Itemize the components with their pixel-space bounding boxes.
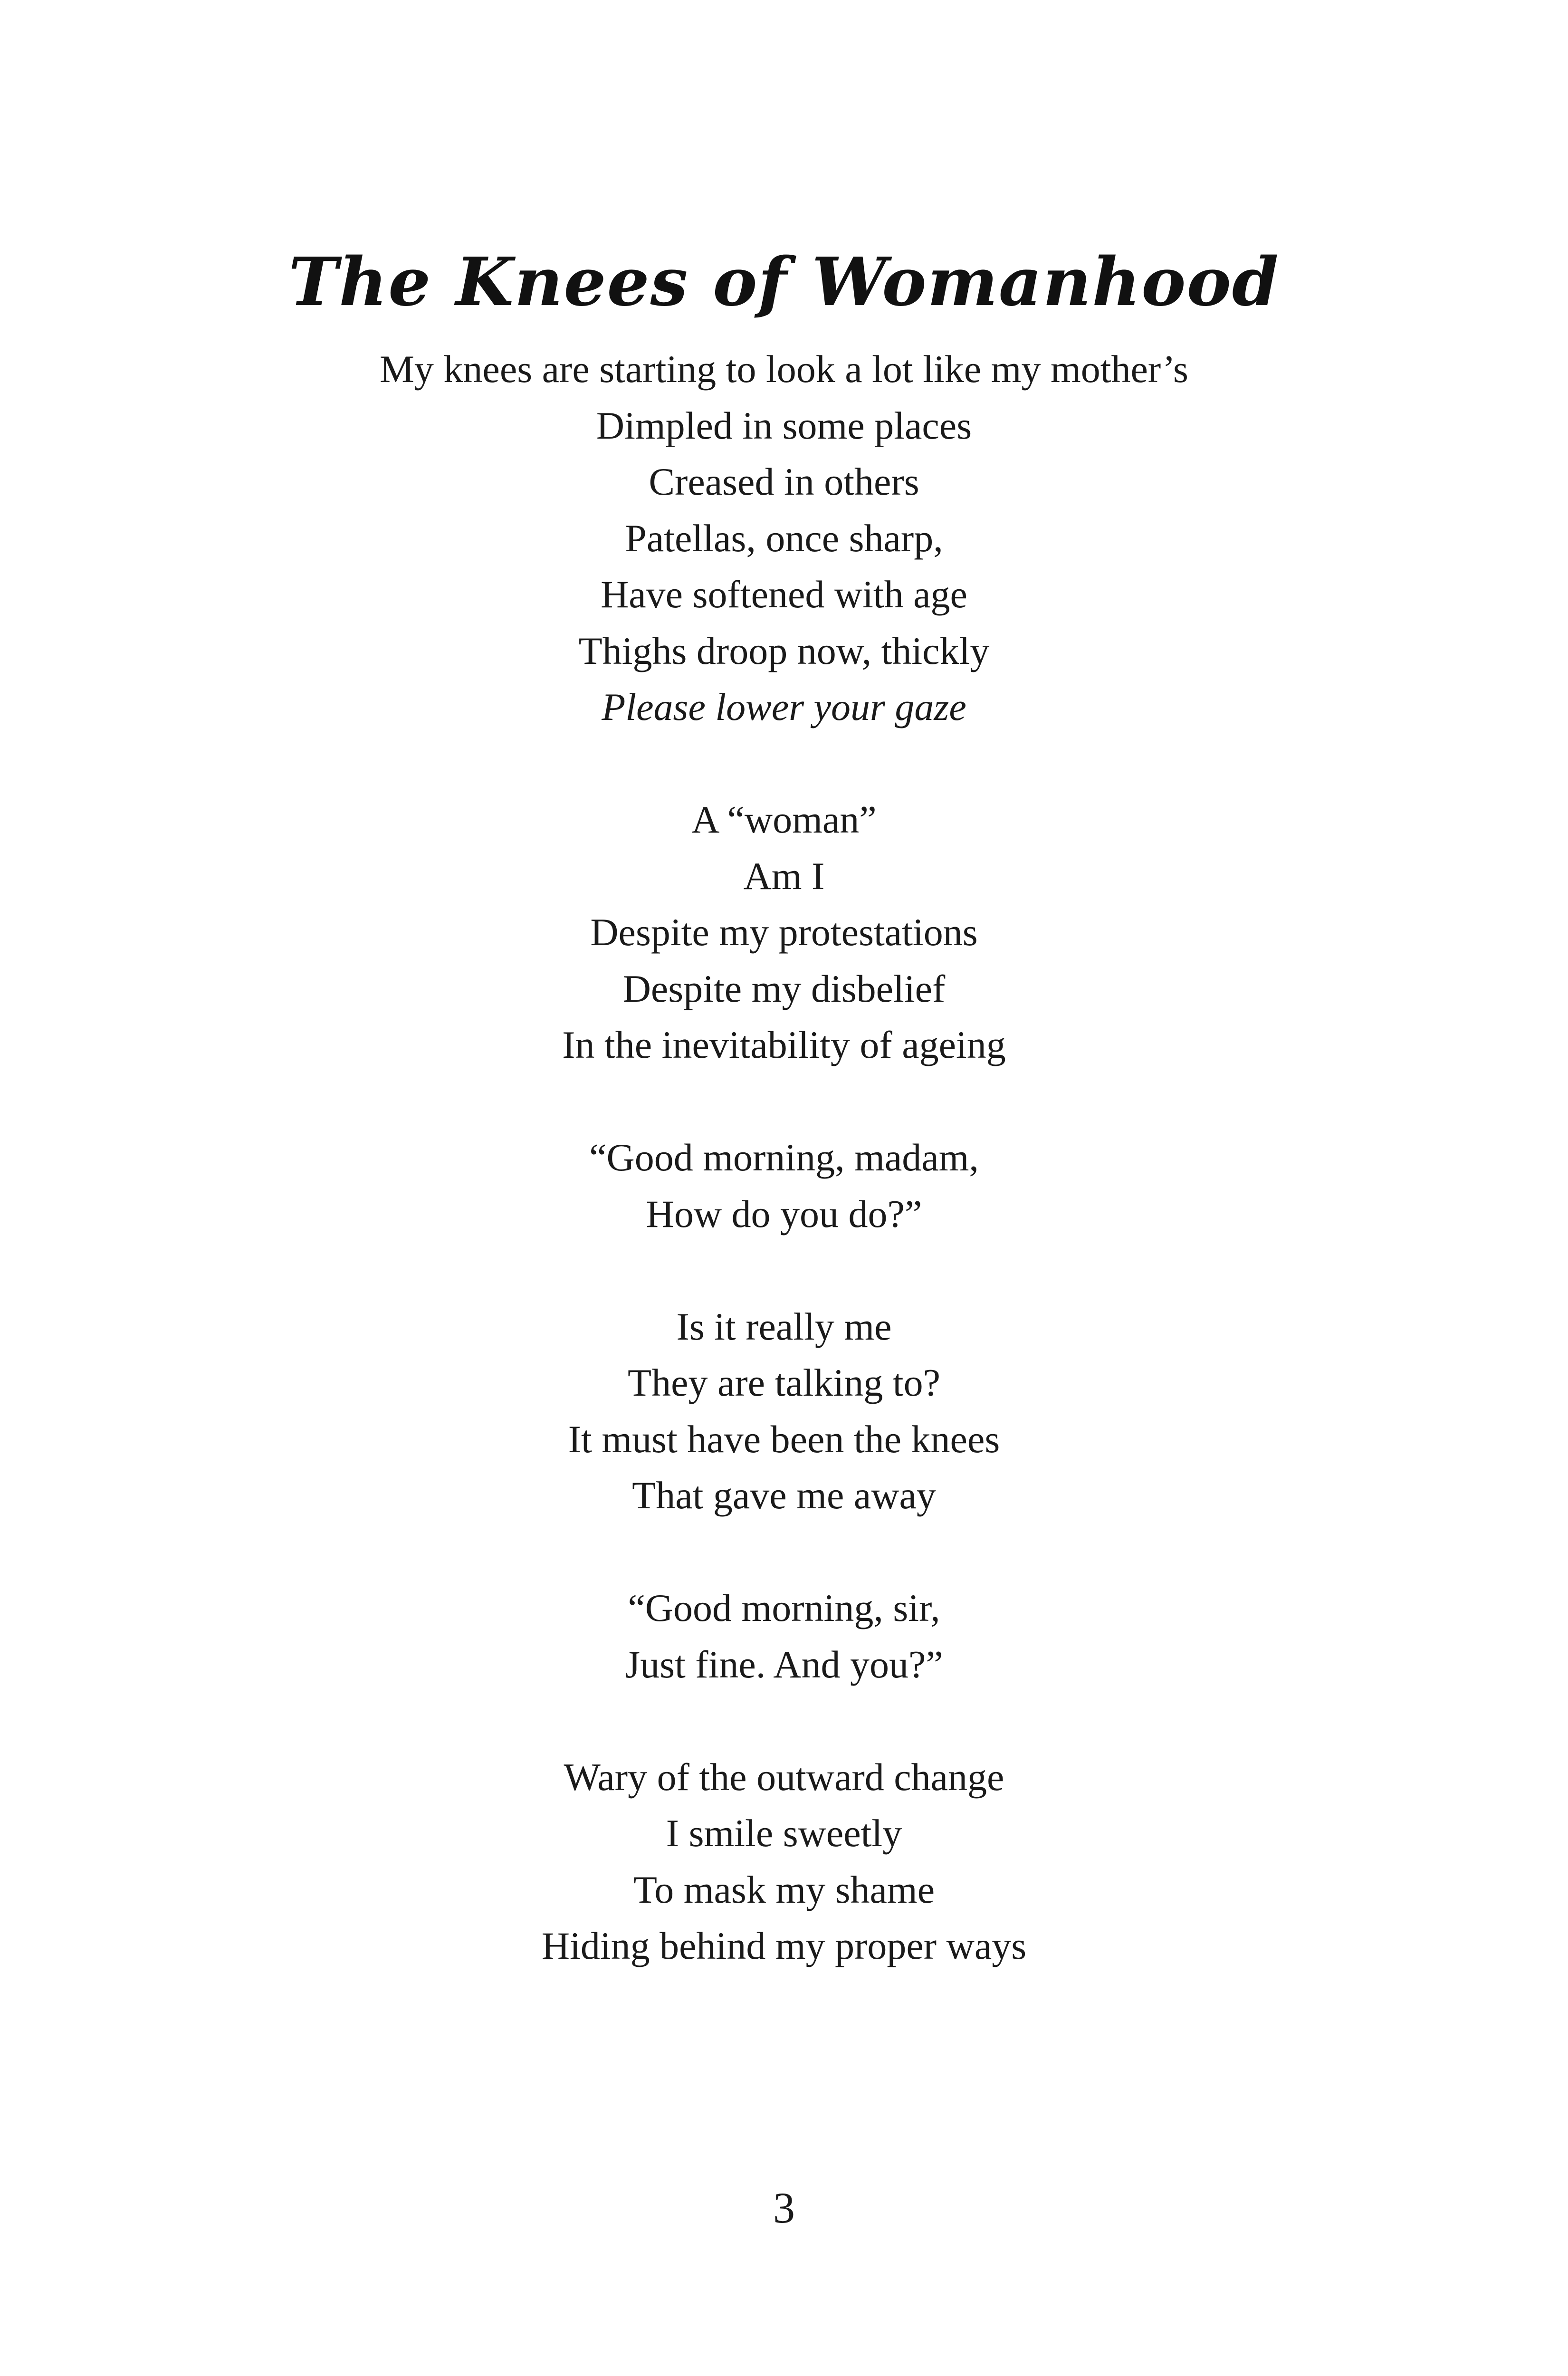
poem-line: To mask my shame xyxy=(633,1868,935,1911)
poem-line: How do you do?” xyxy=(646,1192,922,1236)
poem-line: I smile sweetly xyxy=(666,1811,902,1855)
poem-line: In the inevitability of ageing xyxy=(562,1023,1006,1066)
stanza-5 xyxy=(0,1580,1568,1693)
poem-line-italic: Please lower your gaze xyxy=(602,685,966,728)
poem-line: Hiding behind my proper ways xyxy=(541,1924,1027,1967)
poem-line: Thighs droop now, thickly xyxy=(578,629,990,672)
poem-line: Creased in others xyxy=(649,460,919,503)
poem-title: The Knees of Womanhood xyxy=(288,243,1280,321)
poem-line: “Good morning, sir, xyxy=(628,1586,940,1629)
poem-line: “Good morning, madam, xyxy=(589,1136,979,1179)
poem-line: It must have been the knees xyxy=(568,1417,1000,1461)
poem-line: Is it really me xyxy=(676,1304,892,1348)
poem-line: Despite my protestations xyxy=(590,910,978,954)
poem-line: Just fine. And you?” xyxy=(625,1642,943,1686)
stanza-4 xyxy=(0,1299,1568,1524)
poem-line: My knees are starting to look a lot like my mother’s xyxy=(380,347,1188,391)
page-number: 3 xyxy=(773,2184,795,2232)
poem-line: They are talking to? xyxy=(627,1361,940,1404)
poem-line: Dimpled in some places xyxy=(596,403,972,447)
poem-line: That gave me away xyxy=(632,1474,936,1517)
stanza-3 xyxy=(0,1130,1568,1242)
stanza-1 xyxy=(0,341,1568,736)
poem-line: Patellas, once sharp, xyxy=(625,516,943,560)
poem-line: Have softened with age xyxy=(601,573,967,616)
poem-line: Am I xyxy=(743,854,825,898)
stanza-2 xyxy=(0,792,1568,1073)
poem-line: Wary of the outward change xyxy=(564,1755,1004,1799)
poem-line: Despite my disbelief xyxy=(622,967,946,1010)
poem-line: A “woman” xyxy=(691,798,877,841)
stanza-6 xyxy=(0,1749,1568,1974)
poem-body xyxy=(0,341,1568,1974)
